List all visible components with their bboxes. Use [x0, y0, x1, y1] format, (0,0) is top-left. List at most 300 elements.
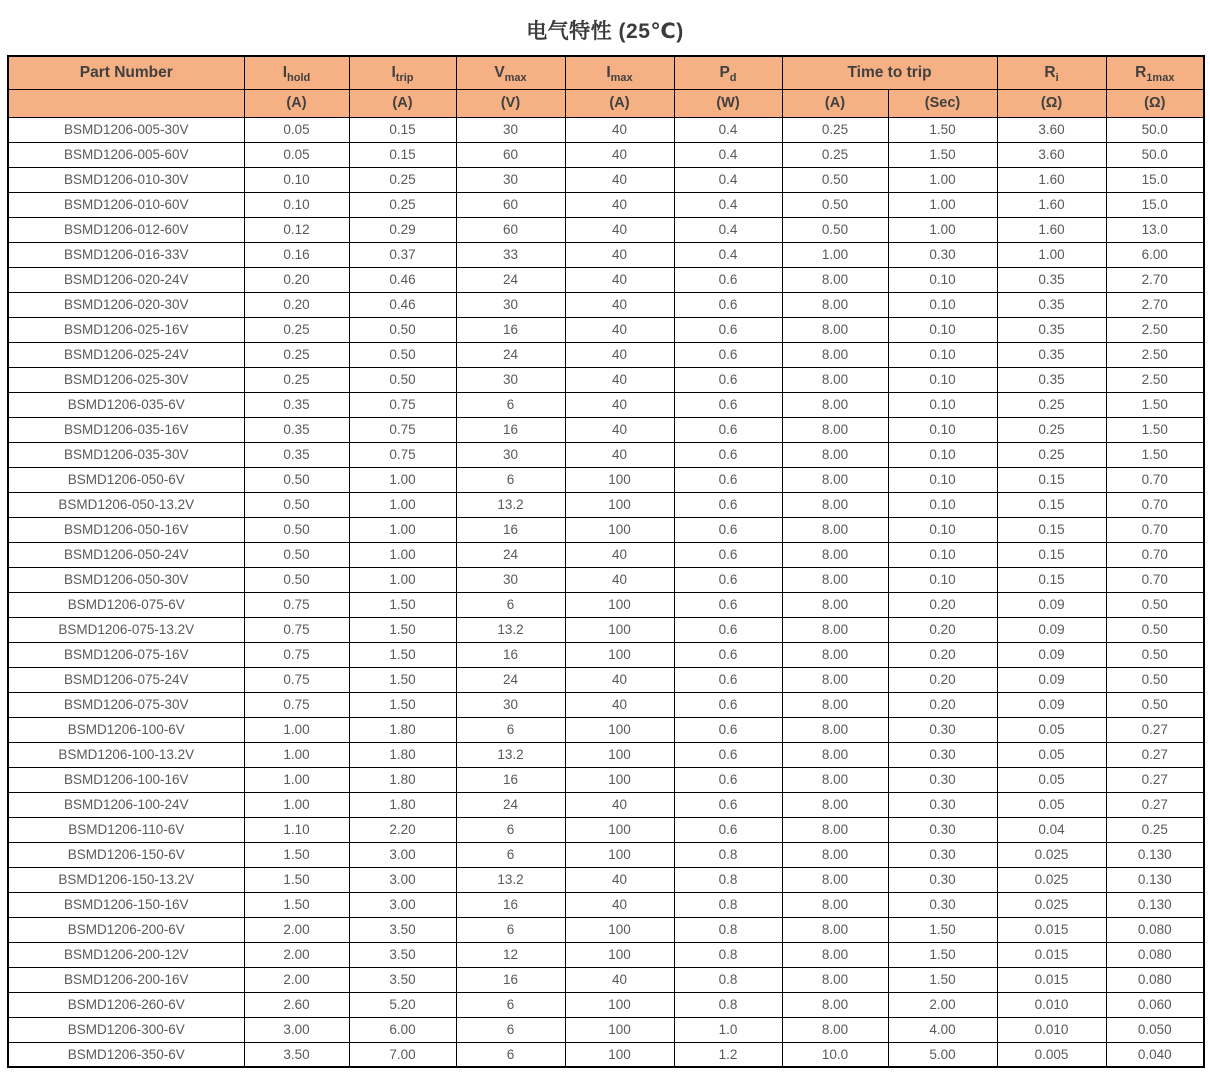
cell-time_to_trip_sec: 0.10	[888, 417, 997, 442]
cell-i_trip_a: 2.20	[349, 817, 456, 842]
col-header-r-i	[997, 56, 1106, 89]
cell-part_number: BSMD1206-035-6V	[8, 392, 244, 417]
cell-i_hold_a: 2.00	[244, 967, 349, 992]
cell-time_to_trip_sec: 0.30	[888, 717, 997, 742]
table-row	[8, 592, 1204, 617]
cell-p_d_w: 0.6	[674, 767, 782, 792]
cell-p_d_w: 0.6	[674, 617, 782, 642]
unit-i-max: (A)	[565, 89, 674, 117]
cell-time_to_trip_sec: 0.10	[888, 342, 997, 367]
cell-v_max_v: 16	[456, 967, 565, 992]
r-i-subscript: i	[1055, 71, 1059, 84]
cell-time_to_trip_sec: 0.10	[888, 492, 997, 517]
cell-v_max_v: 6	[456, 1017, 565, 1042]
cell-r_1max_ohm: 6.00	[1106, 242, 1204, 267]
cell-part_number: BSMD1206-350-6V	[8, 1042, 244, 1067]
cell-p_d_w: 0.4	[674, 167, 782, 192]
col-header-i-trip	[349, 56, 456, 89]
cell-time_to_trip_sec: 0.20	[888, 592, 997, 617]
cell-r_i_ohm: 0.025	[997, 842, 1106, 867]
v-max-symbol: V	[494, 63, 505, 81]
table-row	[8, 542, 1204, 567]
cell-i_hold_a: 0.50	[244, 467, 349, 492]
cell-r_1max_ohm: 0.50	[1106, 692, 1204, 717]
cell-r_i_ohm: 0.35	[997, 317, 1106, 342]
header-row-units	[8, 89, 1204, 117]
cell-r_i_ohm: 0.25	[997, 417, 1106, 442]
cell-i_max_a: 40	[565, 242, 674, 267]
cell-v_max_v: 33	[456, 242, 565, 267]
unit-i-trip: (A)	[349, 89, 456, 117]
cell-time_to_trip_sec: 0.30	[888, 867, 997, 892]
cell-i_hold_a: 0.12	[244, 217, 349, 242]
cell-i_hold_a: 2.00	[244, 917, 349, 942]
p-d-symbol: P	[719, 63, 730, 81]
cell-v_max_v: 6	[456, 842, 565, 867]
cell-i_trip_a: 1.50	[349, 667, 456, 692]
cell-time_to_trip_a: 8.00	[782, 267, 888, 292]
cell-i_trip_a: 0.50	[349, 342, 456, 367]
cell-i_trip_a: 1.00	[349, 492, 456, 517]
unit-p-d: (W)	[674, 89, 782, 117]
cell-i_trip_a: 3.50	[349, 967, 456, 992]
cell-r_i_ohm: 0.05	[997, 792, 1106, 817]
cell-v_max_v: 16	[456, 642, 565, 667]
cell-v_max_v: 6	[456, 467, 565, 492]
cell-p_d_w: 1.0	[674, 1017, 782, 1042]
cell-v_max_v: 60	[456, 217, 565, 242]
cell-i_max_a: 100	[565, 517, 674, 542]
cell-i_hold_a: 1.50	[244, 842, 349, 867]
cell-time_to_trip_sec: 0.10	[888, 567, 997, 592]
cell-r_1max_ohm: 0.060	[1106, 992, 1204, 1017]
i-trip-subscript: trip	[395, 71, 414, 84]
cell-i_max_a: 100	[565, 742, 674, 767]
cell-p_d_w: 0.6	[674, 717, 782, 742]
cell-i_max_a: 40	[565, 442, 674, 467]
cell-i_trip_a: 3.50	[349, 942, 456, 967]
table-row	[8, 842, 1204, 867]
cell-i_trip_a: 1.80	[349, 742, 456, 767]
cell-i_trip_a: 0.15	[349, 142, 456, 167]
cell-part_number: BSMD1206-005-30V	[8, 117, 244, 142]
cell-v_max_v: 6	[456, 1042, 565, 1067]
cell-r_i_ohm: 0.09	[997, 642, 1106, 667]
table-row	[8, 292, 1204, 317]
cell-i_trip_a: 1.80	[349, 767, 456, 792]
cell-time_to_trip_a: 8.00	[782, 292, 888, 317]
cell-time_to_trip_sec: 0.10	[888, 542, 997, 567]
p-d-subscript: d	[729, 71, 737, 84]
cell-r_i_ohm: 1.60	[997, 192, 1106, 217]
cell-time_to_trip_a: 1.00	[782, 242, 888, 267]
cell-i_max_a: 100	[565, 942, 674, 967]
cell-r_i_ohm: 0.09	[997, 692, 1106, 717]
cell-i_hold_a: 0.25	[244, 367, 349, 392]
cell-v_max_v: 13.2	[456, 492, 565, 517]
cell-part_number: BSMD1206-075-13.2V	[8, 617, 244, 642]
table-row	[8, 317, 1204, 342]
cell-i_trip_a: 1.80	[349, 717, 456, 742]
cell-part_number: BSMD1206-025-16V	[8, 317, 244, 342]
unit-r-1max: (Ω)	[1106, 89, 1204, 117]
cell-time_to_trip_a: 0.25	[782, 142, 888, 167]
cell-i_trip_a: 0.29	[349, 217, 456, 242]
cell-v_max_v: 30	[456, 167, 565, 192]
cell-i_trip_a: 7.00	[349, 1042, 456, 1067]
cell-part_number: BSMD1206-035-16V	[8, 417, 244, 442]
cell-r_1max_ohm: 0.130	[1106, 892, 1204, 917]
cell-part_number: BSMD1206-260-6V	[8, 992, 244, 1017]
cell-time_to_trip_a: 8.00	[782, 967, 888, 992]
cell-i_hold_a: 0.10	[244, 167, 349, 192]
cell-i_trip_a: 0.37	[349, 242, 456, 267]
cell-i_max_a: 40	[565, 342, 674, 367]
cell-part_number: BSMD1206-050-16V	[8, 517, 244, 542]
cell-p_d_w: 0.4	[674, 142, 782, 167]
i-max-symbol: I	[606, 63, 611, 81]
table-header	[8, 56, 1204, 117]
cell-i_trip_a: 3.00	[349, 842, 456, 867]
cell-i_max_a: 40	[565, 192, 674, 217]
cell-time_to_trip_sec: 5.00	[888, 1042, 997, 1067]
cell-r_1max_ohm: 0.050	[1106, 1017, 1204, 1042]
i-max-subscript: max	[610, 71, 633, 84]
page-title: 电气特性 (25℃)	[526, 20, 684, 43]
cell-r_i_ohm: 0.05	[997, 717, 1106, 742]
table-row	[8, 817, 1204, 842]
cell-i_hold_a: 1.10	[244, 817, 349, 842]
table-row	[8, 942, 1204, 967]
table-row	[8, 792, 1204, 817]
cell-r_i_ohm: 0.25	[997, 392, 1106, 417]
table-row	[8, 392, 1204, 417]
table-row	[8, 692, 1204, 717]
cell-part_number: BSMD1206-100-13.2V	[8, 742, 244, 767]
cell-i_max_a: 40	[565, 317, 674, 342]
cell-r_i_ohm: 0.025	[997, 867, 1106, 892]
cell-time_to_trip_a: 0.50	[782, 217, 888, 242]
cell-p_d_w: 0.6	[674, 542, 782, 567]
cell-v_max_v: 6	[456, 592, 565, 617]
table-row	[8, 717, 1204, 742]
table-row	[8, 867, 1204, 892]
cell-r_1max_ohm: 0.040	[1106, 1042, 1204, 1067]
cell-i_max_a: 100	[565, 467, 674, 492]
cell-p_d_w: 0.4	[674, 217, 782, 242]
cell-time_to_trip_a: 8.00	[782, 917, 888, 942]
cell-r_i_ohm: 1.00	[997, 242, 1106, 267]
cell-i_hold_a: 2.00	[244, 942, 349, 967]
cell-i_trip_a: 0.75	[349, 392, 456, 417]
cell-i_hold_a: 0.05	[244, 142, 349, 167]
cell-p_d_w: 0.6	[674, 742, 782, 767]
cell-part_number: BSMD1206-100-6V	[8, 717, 244, 742]
cell-i_trip_a: 1.00	[349, 567, 456, 592]
table-row	[8, 642, 1204, 667]
r-1max-subscript: 1max	[1146, 71, 1175, 84]
cell-i_hold_a: 0.35	[244, 442, 349, 467]
cell-p_d_w: 0.4	[674, 117, 782, 142]
cell-i_max_a: 100	[565, 717, 674, 742]
cell-r_1max_ohm: 2.50	[1106, 342, 1204, 367]
table-row	[8, 342, 1204, 367]
cell-time_to_trip_sec: 1.50	[888, 917, 997, 942]
cell-time_to_trip_a: 8.00	[782, 617, 888, 642]
cell-time_to_trip_sec: 0.20	[888, 692, 997, 717]
cell-i_max_a: 40	[565, 867, 674, 892]
cell-part_number: BSMD1206-150-13.2V	[8, 867, 244, 892]
cell-p_d_w: 0.6	[674, 367, 782, 392]
cell-time_to_trip_a: 8.00	[782, 817, 888, 842]
cell-i_max_a: 100	[565, 642, 674, 667]
cell-p_d_w: 1.2	[674, 1042, 782, 1067]
i-hold-subscript: hold	[287, 71, 311, 84]
cell-time_to_trip_sec: 1.50	[888, 142, 997, 167]
table-row	[8, 142, 1204, 167]
cell-i_max_a: 100	[565, 767, 674, 792]
cell-i_trip_a: 1.50	[349, 642, 456, 667]
unit-r-i: (Ω)	[997, 89, 1106, 117]
col-header-p-d	[674, 56, 782, 89]
cell-part_number: BSMD1206-150-6V	[8, 842, 244, 867]
cell-v_max_v: 60	[456, 192, 565, 217]
cell-r_i_ohm: 0.35	[997, 367, 1106, 392]
unit-i-hold: (A)	[244, 89, 349, 117]
cell-r_i_ohm: 0.010	[997, 992, 1106, 1017]
cell-time_to_trip_a: 8.00	[782, 592, 888, 617]
cell-i_hold_a: 1.00	[244, 792, 349, 817]
cell-r_i_ohm: 0.005	[997, 1042, 1106, 1067]
cell-r_1max_ohm: 13.0	[1106, 217, 1204, 242]
table-row	[8, 917, 1204, 942]
cell-r_1max_ohm: 1.50	[1106, 417, 1204, 442]
cell-i_trip_a: 1.00	[349, 542, 456, 567]
cell-time_to_trip_a: 8.00	[782, 842, 888, 867]
cell-p_d_w: 0.4	[674, 242, 782, 267]
cell-p_d_w: 0.6	[674, 392, 782, 417]
cell-r_i_ohm: 0.35	[997, 292, 1106, 317]
cell-r_1max_ohm: 0.25	[1106, 817, 1204, 842]
i-hold-symbol: I	[282, 63, 288, 81]
cell-i_max_a: 40	[565, 292, 674, 317]
cell-r_i_ohm: 0.015	[997, 917, 1106, 942]
cell-r_1max_ohm: 0.080	[1106, 917, 1204, 942]
cell-part_number: BSMD1206-012-60V	[8, 217, 244, 242]
cell-i_max_a: 40	[565, 667, 674, 692]
cell-r_1max_ohm: 0.080	[1106, 967, 1204, 992]
cell-r_1max_ohm: 0.50	[1106, 592, 1204, 617]
cell-i_max_a: 100	[565, 842, 674, 867]
cell-i_max_a: 100	[565, 592, 674, 617]
cell-p_d_w: 0.6	[674, 517, 782, 542]
cell-part_number: BSMD1206-016-33V	[8, 242, 244, 267]
cell-i_trip_a: 0.46	[349, 292, 456, 317]
electrical-characteristics-table	[7, 55, 1205, 1068]
unit-time-to-trip-sec: (Sec)	[888, 89, 997, 117]
cell-i_hold_a: 0.25	[244, 317, 349, 342]
cell-time_to_trip_a: 8.00	[782, 892, 888, 917]
cell-r_i_ohm: 0.010	[997, 1017, 1106, 1042]
cell-i_hold_a: 0.75	[244, 592, 349, 617]
cell-v_max_v: 16	[456, 517, 565, 542]
cell-time_to_trip_sec: 1.00	[888, 217, 997, 242]
cell-i_hold_a: 0.50	[244, 567, 349, 592]
cell-r_1max_ohm: 0.27	[1106, 717, 1204, 742]
table-row	[8, 167, 1204, 192]
cell-r_1max_ohm: 15.0	[1106, 192, 1204, 217]
cell-i_trip_a: 3.00	[349, 867, 456, 892]
cell-i_hold_a: 0.20	[244, 292, 349, 317]
header-row-labels	[8, 56, 1204, 89]
cell-p_d_w: 0.6	[674, 792, 782, 817]
cell-i_max_a: 40	[565, 792, 674, 817]
cell-time_to_trip_a: 8.00	[782, 742, 888, 767]
cell-v_max_v: 30	[456, 442, 565, 467]
cell-i_max_a: 40	[565, 117, 674, 142]
cell-p_d_w: 0.6	[674, 817, 782, 842]
cell-part_number: BSMD1206-075-30V	[8, 692, 244, 717]
table-row	[8, 267, 1204, 292]
cell-i_trip_a: 3.00	[349, 892, 456, 917]
cell-part_number: BSMD1206-050-24V	[8, 542, 244, 567]
table-row	[8, 892, 1204, 917]
cell-v_max_v: 16	[456, 767, 565, 792]
cell-i_hold_a: 0.35	[244, 392, 349, 417]
cell-r_i_ohm: 1.60	[997, 217, 1106, 242]
cell-r_1max_ohm: 0.27	[1106, 742, 1204, 767]
cell-v_max_v: 60	[456, 142, 565, 167]
cell-time_to_trip_sec: 4.00	[888, 1017, 997, 1042]
cell-v_max_v: 6	[456, 992, 565, 1017]
cell-i_hold_a: 0.50	[244, 492, 349, 517]
cell-time_to_trip_sec: 0.10	[888, 517, 997, 542]
cell-part_number: BSMD1206-025-24V	[8, 342, 244, 367]
cell-i_hold_a: 0.75	[244, 642, 349, 667]
cell-time_to_trip_sec: 0.30	[888, 242, 997, 267]
cell-time_to_trip_sec: 1.50	[888, 942, 997, 967]
cell-i_max_a: 40	[565, 967, 674, 992]
cell-r_i_ohm: 0.15	[997, 517, 1106, 542]
cell-i_trip_a: 0.15	[349, 117, 456, 142]
cell-r_1max_ohm: 0.50	[1106, 642, 1204, 667]
cell-time_to_trip_a: 8.00	[782, 517, 888, 542]
cell-v_max_v: 30	[456, 567, 565, 592]
cell-i_hold_a: 0.75	[244, 667, 349, 692]
cell-p_d_w: 0.8	[674, 892, 782, 917]
cell-p_d_w: 0.8	[674, 917, 782, 942]
cell-i_hold_a: 1.00	[244, 742, 349, 767]
cell-v_max_v: 30	[456, 367, 565, 392]
cell-r_i_ohm: 0.15	[997, 567, 1106, 592]
cell-r_i_ohm: 0.15	[997, 492, 1106, 517]
cell-r_1max_ohm: 1.50	[1106, 392, 1204, 417]
cell-part_number: BSMD1206-075-24V	[8, 667, 244, 692]
cell-part_number: BSMD1206-110-6V	[8, 817, 244, 842]
cell-r_i_ohm: 0.35	[997, 342, 1106, 367]
cell-p_d_w: 0.6	[674, 667, 782, 692]
cell-p_d_w: 0.6	[674, 442, 782, 467]
cell-r_1max_ohm: 0.70	[1106, 492, 1204, 517]
cell-i_max_a: 100	[565, 617, 674, 642]
cell-i_hold_a: 1.00	[244, 767, 349, 792]
cell-i_trip_a: 0.75	[349, 417, 456, 442]
cell-r_i_ohm: 0.015	[997, 942, 1106, 967]
cell-time_to_trip_a: 8.00	[782, 467, 888, 492]
cell-time_to_trip_sec: 0.20	[888, 667, 997, 692]
cell-time_to_trip_a: 8.00	[782, 867, 888, 892]
table-row	[8, 667, 1204, 692]
cell-r_1max_ohm: 0.130	[1106, 842, 1204, 867]
cell-i_hold_a: 1.50	[244, 892, 349, 917]
cell-time_to_trip_sec: 0.10	[888, 292, 997, 317]
cell-part_number: BSMD1206-010-30V	[8, 167, 244, 192]
cell-i_trip_a: 0.25	[349, 167, 456, 192]
cell-time_to_trip_a: 0.50	[782, 167, 888, 192]
cell-i_max_a: 40	[565, 542, 674, 567]
cell-i_hold_a: 0.05	[244, 117, 349, 142]
cell-time_to_trip_a: 8.00	[782, 692, 888, 717]
table-row	[8, 242, 1204, 267]
cell-time_to_trip_a: 8.00	[782, 717, 888, 742]
unit-v-max: (V)	[456, 89, 565, 117]
cell-part_number: BSMD1206-150-16V	[8, 892, 244, 917]
table-row	[8, 467, 1204, 492]
table-row	[8, 742, 1204, 767]
r-1max-symbol: R	[1135, 63, 1147, 81]
cell-time_to_trip_sec: 0.10	[888, 367, 997, 392]
cell-p_d_w: 0.6	[674, 567, 782, 592]
cell-v_max_v: 30	[456, 692, 565, 717]
cell-r_i_ohm: 1.60	[997, 167, 1106, 192]
cell-r_i_ohm: 0.015	[997, 967, 1106, 992]
cell-r_i_ohm: 0.025	[997, 892, 1106, 917]
cell-i_trip_a: 1.00	[349, 467, 456, 492]
cell-part_number: BSMD1206-005-60V	[8, 142, 244, 167]
cell-v_max_v: 12	[456, 942, 565, 967]
cell-part_number: BSMD1206-200-6V	[8, 917, 244, 942]
table-row	[8, 192, 1204, 217]
cell-time_to_trip_a: 0.50	[782, 192, 888, 217]
cell-r_i_ohm: 3.60	[997, 117, 1106, 142]
table-row	[8, 217, 1204, 242]
cell-time_to_trip_sec: 0.10	[888, 442, 997, 467]
cell-r_1max_ohm: 1.50	[1106, 442, 1204, 467]
cell-time_to_trip_a: 8.00	[782, 667, 888, 692]
table-row	[8, 967, 1204, 992]
cell-time_to_trip_a: 8.00	[782, 992, 888, 1017]
col-header-v-max	[456, 56, 565, 89]
cell-p_d_w: 0.4	[674, 192, 782, 217]
cell-time_to_trip_a: 10.0	[782, 1042, 888, 1067]
cell-part_number: BSMD1206-020-30V	[8, 292, 244, 317]
cell-time_to_trip_sec: 1.00	[888, 167, 997, 192]
cell-i_trip_a: 5.20	[349, 992, 456, 1017]
cell-i_trip_a: 0.75	[349, 442, 456, 467]
cell-p_d_w: 0.6	[674, 592, 782, 617]
cell-time_to_trip_a: 8.00	[782, 542, 888, 567]
r-i-symbol: R	[1044, 63, 1056, 81]
cell-i_max_a: 100	[565, 1017, 674, 1042]
col-header-i-hold	[244, 56, 349, 89]
cell-v_max_v: 6	[456, 817, 565, 842]
cell-v_max_v: 24	[456, 342, 565, 367]
cell-r_1max_ohm: 50.0	[1106, 117, 1204, 142]
cell-time_to_trip_sec: 0.30	[888, 742, 997, 767]
cell-v_max_v: 16	[456, 317, 565, 342]
cell-i_max_a: 40	[565, 692, 674, 717]
cell-v_max_v: 30	[456, 292, 565, 317]
